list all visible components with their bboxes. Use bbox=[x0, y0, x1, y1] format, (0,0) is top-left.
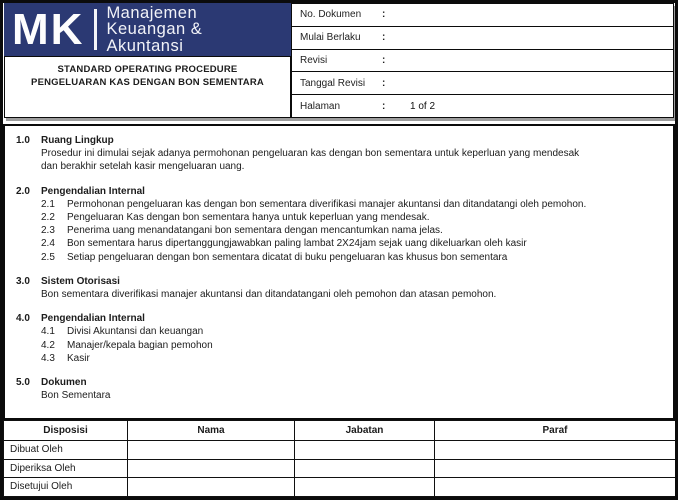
col-header-disposisi: Disposisi bbox=[4, 421, 128, 441]
table-header-row bbox=[4, 421, 676, 441]
meta-row-halaman bbox=[292, 95, 673, 117]
meta-label: No. Dokumen bbox=[300, 9, 362, 21]
list-item bbox=[41, 198, 673, 211]
meta-colon: : bbox=[382, 77, 386, 89]
row-label: Dibuat Oleh bbox=[4, 441, 128, 460]
empty-cell-paraf bbox=[435, 441, 676, 460]
item-number: 2.2 bbox=[41, 212, 55, 224]
table-row-disetujui-oleh bbox=[4, 478, 676, 497]
section-dokumen bbox=[5, 376, 673, 402]
logo-initials: MK bbox=[12, 4, 85, 54]
col-header-nama: Nama bbox=[128, 421, 295, 441]
logo-org-line: Manajemen bbox=[106, 3, 198, 22]
title-line-2: PENGELUARAN KAS DENGAN BON SEMENTARA bbox=[31, 76, 264, 88]
item-number: 2.1 bbox=[41, 198, 55, 210]
body-line: Bon sementara diverifikasi manajer akuntansi dan ditandatangani oleh pemohon dan atasan pemohon. bbox=[41, 289, 497, 301]
row-label: Diperiksa Oleh bbox=[4, 459, 128, 478]
section-heading: Dokumen bbox=[41, 377, 87, 389]
item-number: 2.4 bbox=[41, 238, 55, 250]
list-item bbox=[41, 224, 673, 237]
section-body bbox=[41, 147, 673, 173]
row-label: Disetujui Oleh bbox=[4, 478, 128, 497]
page-number: 1 of 2 bbox=[410, 100, 436, 112]
meta-colon: : bbox=[382, 100, 386, 112]
list-item bbox=[41, 237, 673, 250]
item-text: Penerima uang menandatangani bon sementara dengan mencantumkan nama jelas. bbox=[67, 225, 443, 237]
section-number: 1.0 bbox=[16, 135, 30, 146]
empty-cell-nama bbox=[128, 478, 295, 497]
procedure-content bbox=[3, 124, 675, 420]
empty-cell-nama bbox=[128, 459, 295, 478]
section-ruang-lingkup bbox=[5, 134, 673, 174]
document-meta bbox=[291, 3, 674, 118]
empty-cell-paraf bbox=[435, 478, 676, 497]
section-number: 3.0 bbox=[16, 275, 30, 287]
logo-org-line: Akuntansi bbox=[106, 36, 184, 55]
table-row-diperiksa-oleh bbox=[4, 459, 676, 478]
section-heading: Ruang Lingkup bbox=[41, 135, 114, 146]
item-text: Bon sementara harus dipertanggungjawabkan paling lambat 2X24jam sejak uang dikeluarkan oleh kasir bbox=[67, 238, 527, 250]
list-item bbox=[41, 352, 673, 365]
meta-colon: : bbox=[382, 32, 386, 44]
company-logo bbox=[4, 3, 291, 56]
table-row-dibuat-oleh bbox=[4, 441, 676, 460]
list-item bbox=[41, 339, 673, 352]
section-sistem-otorisasi bbox=[5, 275, 673, 301]
item-text: Setiap pengeluaran dengan bon sementara dicatat di buku pengeluaran kas khusus bon sementara bbox=[67, 251, 508, 263]
document-title bbox=[4, 56, 291, 118]
body-line: dan berakhir setelah kasir mengeluaran uang. bbox=[41, 161, 245, 173]
meta-label: Halaman bbox=[300, 100, 341, 112]
col-header-jabatan: Jabatan bbox=[295, 421, 435, 441]
meta-colon: : bbox=[382, 54, 386, 66]
item-text: Divisi Akuntansi dan keuangan bbox=[67, 326, 204, 338]
section-body bbox=[41, 389, 673, 402]
item-text: Permohonan pengeluaran kas dengan bon sementara diverifikasi manajer akuntansi dan ditandatangi oleh pemohon. bbox=[67, 198, 587, 210]
meta-row-no-dokumen bbox=[292, 4, 673, 27]
item-number: 4.3 bbox=[41, 352, 55, 364]
list-item bbox=[41, 325, 673, 338]
section-number: 5.0 bbox=[16, 377, 30, 389]
empty-cell-paraf bbox=[435, 459, 676, 478]
section-heading: Sistem Otorisasi bbox=[41, 275, 120, 287]
meta-row-tanggal-revisi bbox=[292, 72, 673, 95]
section-pengendalian-internal-2 bbox=[5, 185, 673, 264]
meta-label: Revisi bbox=[300, 54, 328, 66]
section-body bbox=[41, 288, 673, 301]
list-item bbox=[41, 251, 673, 264]
body-line: Bon Sementara bbox=[41, 390, 111, 402]
meta-colon: : bbox=[382, 9, 386, 21]
logo-org-line: Keuangan & bbox=[106, 20, 203, 39]
list-item bbox=[41, 211, 673, 224]
item-number: 2.5 bbox=[41, 251, 55, 263]
title-line-1: STANDARD OPERATING PROCEDURE bbox=[57, 64, 238, 75]
item-number: 4.2 bbox=[41, 339, 55, 351]
meta-label: Tanggal Revisi bbox=[300, 77, 366, 89]
item-number: 4.1 bbox=[41, 326, 55, 338]
approval-table bbox=[3, 420, 676, 497]
section-number: 2.0 bbox=[16, 185, 30, 197]
empty-cell-jabatan bbox=[295, 459, 435, 478]
logo-divider bbox=[94, 9, 97, 50]
section-pengendalian-internal-4 bbox=[5, 312, 673, 365]
meta-row-revisi bbox=[292, 50, 673, 73]
section-heading: Pengendalian Internal bbox=[41, 185, 145, 197]
item-number: 2.3 bbox=[41, 225, 55, 237]
col-header-paraf: Paraf bbox=[435, 421, 676, 441]
empty-cell-jabatan bbox=[295, 478, 435, 497]
item-text: Pengeluaran Kas dengan bon sementara hanya untuk keperluan yang mendesak. bbox=[67, 212, 430, 224]
meta-row-mulai-berlaku bbox=[292, 27, 673, 50]
empty-cell-jabatan bbox=[295, 441, 435, 460]
section-heading: Pengendalian Internal bbox=[41, 313, 145, 325]
empty-cell-nama bbox=[128, 441, 295, 460]
item-text: Manajer/kepala bagian pemohon bbox=[67, 339, 213, 351]
meta-label: Mulai Berlaku bbox=[300, 32, 361, 44]
item-text: Kasir bbox=[67, 352, 90, 364]
logo-org-name bbox=[106, 5, 202, 55]
body-line: Prosedur ini dimulai sejak adanya permohonan pengeluaran kas dengan bon sementara untuk keperluan yang mendesak bbox=[41, 148, 580, 160]
section-number: 4.0 bbox=[16, 313, 30, 325]
